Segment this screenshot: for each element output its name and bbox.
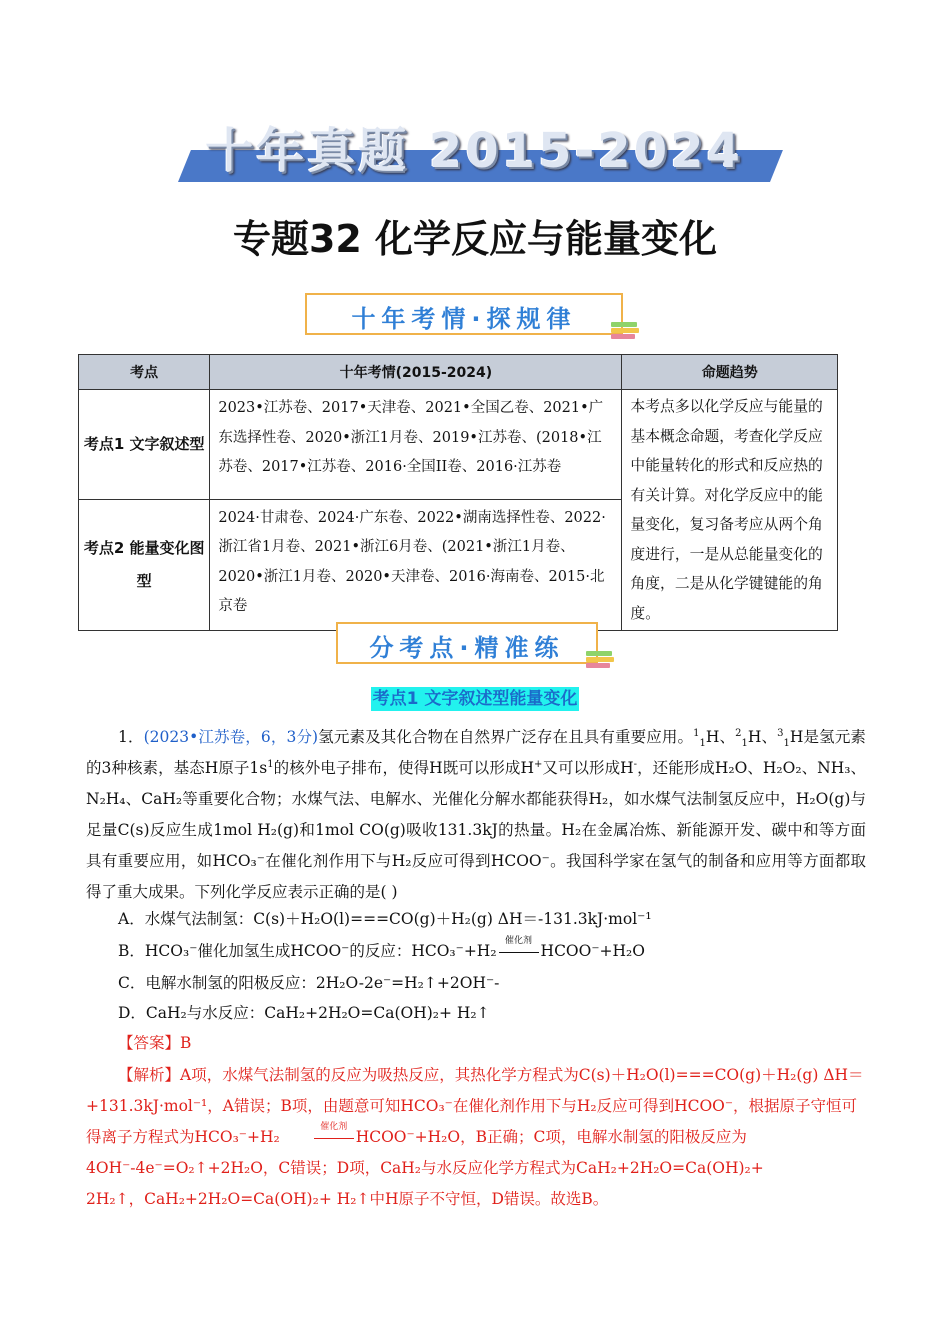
kp1-heading [0, 684, 950, 709]
section-tag-practice [336, 622, 598, 664]
question-source: (2023•江苏卷，6，3分) [143, 728, 319, 746]
page-title: 专题32 化学反应与能量变化 [232, 217, 718, 261]
table-cell-kp: 考点1 文字叙述型 [79, 390, 210, 500]
option-b[interactable] [118, 936, 645, 967]
catalyst-arrow [497, 936, 541, 967]
table-cell-kp: 考点2 能量变化图型 [79, 499, 210, 630]
banner-text: 十年真题 2015-2024 [205, 123, 743, 179]
kp1-heading-text: 考点1 文字叙述型能量变化 [372, 689, 578, 709]
explanation-text: HCOO⁻+H₂O，B正确；C项，电解水制氢的阳极反应为4OH⁻-4e⁻=O₂↑+2H₂O，C错误；D项，CaH₂与水反应化学方程式为CaH₂+2H₂O=Ca(OH)₂+ [86, 1128, 764, 1177]
option-b-text: HCOO⁻+H₂O [540, 942, 645, 960]
option-c[interactable]: C．电解水制氢的阳极反应：2H₂O-2e⁻=H₂↑+2OH⁻- [118, 974, 500, 992]
table-header: 考点 [79, 355, 210, 390]
question-text: 元素的3种核素，基态H原子1s [86, 728, 866, 777]
table-cell-trend: 本考点多以化学反应与能量的基本概念命题，考查化学反应中能量转化的形式和反应热的有关计算。对化学反应中的能量变化，复习备考应从两个角度进行，一是从总能量变化的角度，二是从化学键键能的角度。 [622, 390, 838, 631]
answer-line: 【答案】B [118, 1034, 192, 1052]
header-banner [178, 116, 770, 186]
table-header: 十年考情(2015-2024) [210, 355, 622, 390]
option-b-text: B．HCO₃⁻催化加氢生成HCOO⁻的反应：HCO₃⁻+H₂ [118, 942, 497, 960]
explanation [86, 1060, 866, 1215]
section-tag-trends [305, 293, 623, 335]
books-icon [586, 650, 616, 670]
question-text: 又可以形成H [542, 759, 634, 777]
explanation-text: 2H₂↑，CaH₂+2H₂O=Ca(OH)₂+ H₂↑中H原子不守恒，D错误。故选B。 [86, 1190, 609, 1208]
table-header-row [79, 355, 838, 390]
explanation-head: 【解析】 [118, 1066, 181, 1084]
option-d[interactable]: D．CaH₂与水反应：CaH₂+2H₂O=Ca(OH)₂+ H₂↑ [118, 1004, 490, 1022]
table-row [79, 390, 838, 500]
option-a[interactable]: A．水煤气法制氢：C(s)＋H₂O(l)===CO(g)＋H₂(g) ΔH＝-131.3kJ·mol⁻¹ [118, 910, 652, 928]
catalyst-label: 催化剂 [320, 1122, 348, 1132]
section-tag-label: 分考点·精准练 [369, 634, 565, 662]
catalyst-label: 催化剂 [505, 936, 533, 946]
books-icon [611, 321, 641, 341]
catalyst-arrow [280, 1122, 356, 1153]
explanation-text: A项，水煤气法制氢的反应为吸热反应，其热化学方程式为C(s)＋H₂O(l)===CO(g)＋H₂(g) ΔH＝+131.3kJ·mol⁻¹，A错误；B项，由题意可知HCO₃⁻在催化剂作用下与H₂反应可得到HCOO⁻，根据原子守恒可得离子方程式为HCO₃⁻+H₂ [86, 1066, 864, 1146]
table-cell-years: 2023•江苏卷、2017•天津卷、2021•全国乙卷、2021•广东选择性卷、2020•浙江1月卷、2019•江苏卷、(2018•江苏卷、2017•江苏卷、2016·全国II卷、2016·江苏卷 [210, 390, 622, 500]
question-text: ，还能形成H₂O、H₂O₂、NH₃、N₂H₄、CaH₂等重要化合物；水煤气法、电解水、光催化分解水都能获得H₂，如水煤气法制氢反应中，H₂O(g)与足量C(s)反应生成1mol H₂(g)和1mol CO(g)吸收131.3kJ的热量。H₂在金属冶炼、新能源开发、碳中和等方面具有重要应用，如HCO₃⁻在催化剂作用下与H₂反应可得到HCOO⁻。我国科学家在氢气的制备和应用等方面都取得了重大成果。下列化学反应表示正确的是( ) [86, 759, 866, 901]
question-number: 1． [118, 728, 144, 746]
section-tag-label: 十年考情·探规律 [351, 305, 577, 333]
table-header: 命题趋势 [622, 355, 838, 390]
question-text: 氢元素及其化合物在自然界广泛存在且具有重要应用。 [318, 728, 694, 746]
exam-overview-table [78, 354, 838, 631]
question-1: 1．(2023•江苏卷，6，3分)氢元素及其化合物在自然界广泛存在且具有重要应用。$^1_1$H、$^2_1$H、$^3_1$H是氢元素的3种核素，基态H原子$1s^1$的核外电子排布，使得H既可以形成H+又可以形成H-，还能形成H₂O、H₂O₂、NH₃、N₂H₄、CaH₂等重要化合物；水煤气法、电解水、光催化分解水都能获得H₂，如水煤气法制氢反应中，H₂O(g)与足量C(s)反应生成1mol H₂(g)和1mol CO(g)吸收131.3kJ的热量。H₂在金属冶炼、新能源开发、碳中和等方面具有重要应用，如HCO₃⁻在催化剂作用下与H₂反应可得到HCOO⁻。我国科学家在氢气的制备和应用等方面都取得了重大成果。下列化学反应表示正确的是( ) [86, 727, 866, 901]
question-text: 的核外电子排布，使得H既可以形成H [273, 759, 534, 777]
table-cell-years: 2024·甘肃卷、2024·广东卷、2022•湖南选择性卷、2022·浙江省1月卷、2021•浙江6月卷、(2021•浙江1月卷、2020•浙江1月卷、2020•天津卷、2016·海南卷、2015·北京卷 [210, 499, 622, 630]
